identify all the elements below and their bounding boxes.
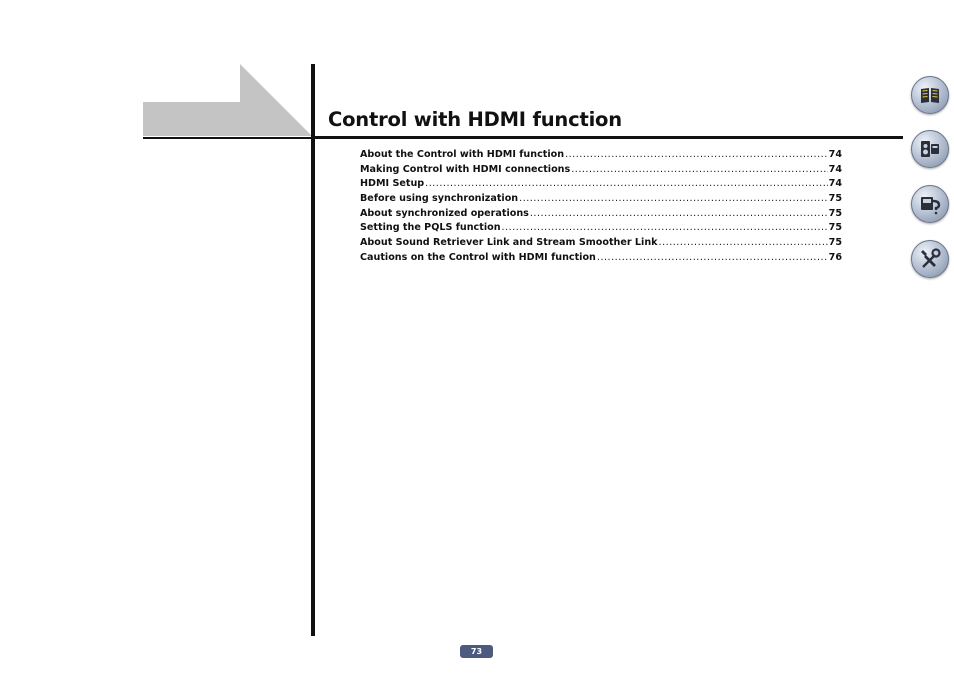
toc-leader [571,164,827,175]
toc-page: 74 [828,178,842,190]
toc-page: 74 [828,149,842,160]
toc-label: About synchronized operations [360,207,529,219]
page-title: Control with HDMI function [328,108,622,131]
toc-label: Setting the PQLS function [360,222,501,234]
toc-entry[interactable] [360,193,842,208]
toc-page: 74 [828,163,842,175]
toc-label: Cautions on the Control with HDMI function [360,251,596,263]
toc-leader [565,149,828,160]
toc-entry[interactable] [360,237,842,252]
table-of-contents [360,149,842,267]
toc-entry[interactable] [360,149,842,164]
vertical-rule [311,64,315,636]
toc-leader [659,237,828,248]
toc-entry[interactable] [360,164,842,179]
toc-leader [530,208,828,219]
toc-entry[interactable] [360,208,842,223]
toc-label: Before using synchronization [360,193,519,205]
toc-leader [519,193,828,204]
title-rule [313,136,903,139]
toc-label: HDMI Setup [360,178,425,190]
toc-page: 76 [828,251,842,263]
chapter-tab-shape [143,64,312,138]
toc-label: Making Control with HDMI connections [360,163,571,175]
toc-label: About the Control with HDMI function [360,149,565,160]
page-number-badge: 73 [460,645,493,658]
toc-page: 75 [828,207,842,219]
toc-entry[interactable] [360,252,842,267]
toc-page: 75 [828,193,842,205]
toc-entry[interactable] [360,178,842,193]
toc-page: 75 [828,222,842,234]
toc-entry[interactable] [360,222,842,237]
tools-icon[interactable] [911,240,949,278]
book-icon[interactable] [911,76,949,114]
toc-page: 75 [828,237,842,249]
toc-leader [597,252,828,263]
toc-leader [502,222,828,233]
toc-leader [425,178,827,189]
toc-label: About Sound Retriever Link and Stream Smoother Link [360,237,658,249]
tab-underline [143,137,313,139]
help-icon[interactable] [911,185,949,223]
receiver-icon[interactable] [911,130,949,168]
